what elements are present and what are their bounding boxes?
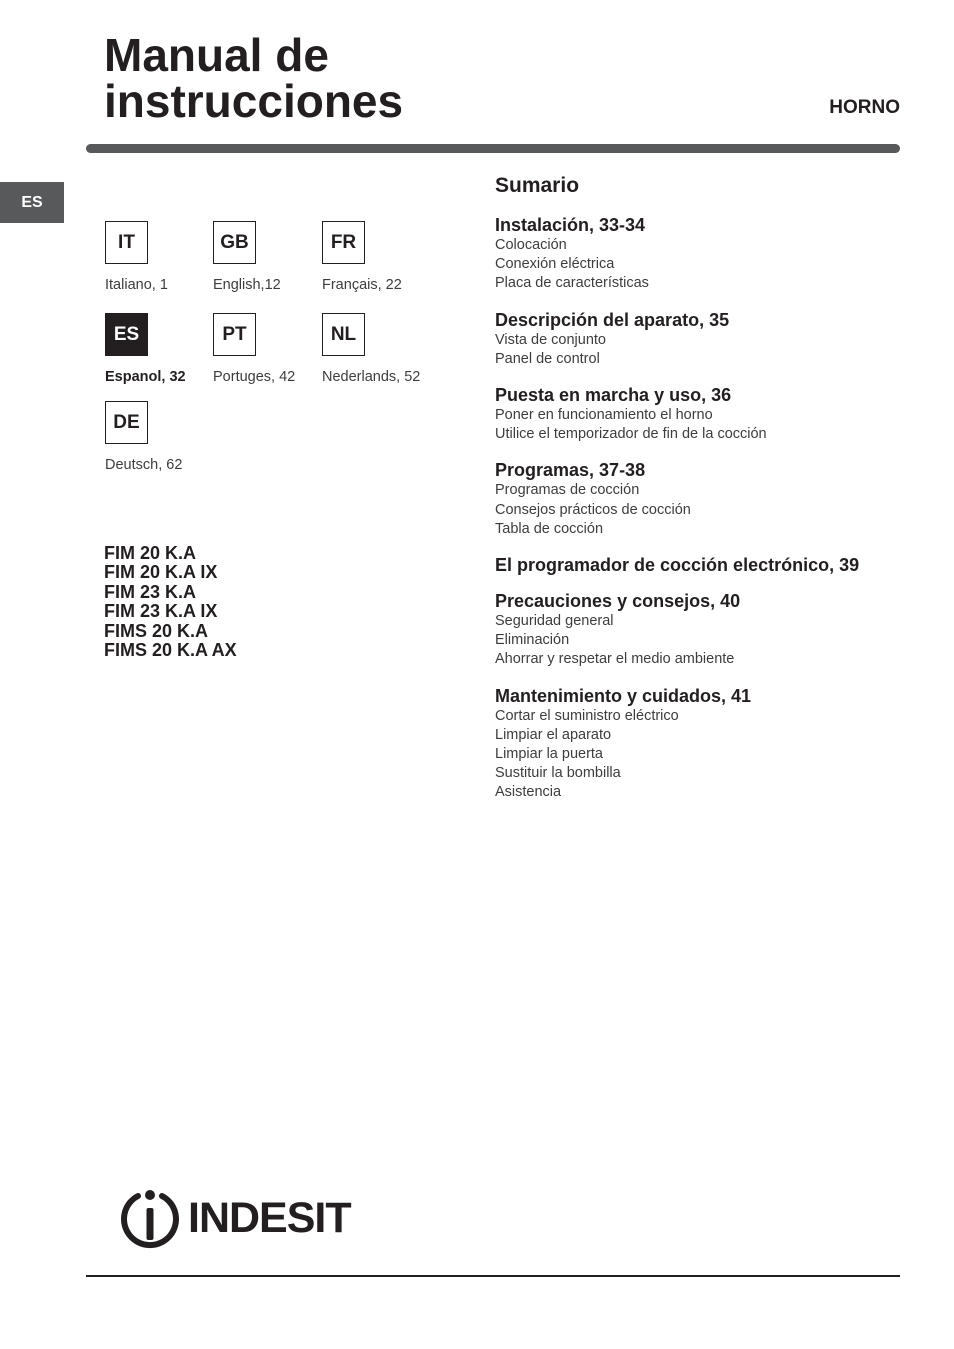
language-code-box: GB <box>213 221 256 264</box>
toc-heading[interactable]: Mantenimiento y cuidados, 41 <box>495 685 752 706</box>
toc-heading[interactable]: El programador de cocción electrónico, 39 <box>495 555 860 576</box>
model-list <box>104 544 237 660</box>
language-code-box: IT <box>105 221 148 264</box>
toc-section <box>495 556 865 575</box>
toc-item[interactable]: Consejos prácticos de cocción <box>495 501 691 518</box>
indesit-logo-icon <box>118 1186 182 1250</box>
toc-item[interactable]: Poner en funcionamiento el horno <box>495 407 713 424</box>
toc-item[interactable]: Vista de conjunto <box>495 331 606 348</box>
language-fr[interactable] <box>322 221 442 293</box>
toc-item[interactable]: Conexión eléctrica <box>495 256 615 273</box>
toc-item[interactable]: Seguridad general <box>495 613 614 630</box>
language-label: Italiano, 1 <box>105 277 168 293</box>
language-nl[interactable] <box>322 313 442 385</box>
brand-logo <box>118 1186 351 1250</box>
logo-wordmark: INDESIT <box>188 1193 351 1242</box>
toc-item[interactable]: Placa de características <box>495 275 649 292</box>
toc-item[interactable]: Eliminación <box>495 632 570 649</box>
page-title <box>104 29 404 127</box>
product-type: HORNO <box>829 97 900 118</box>
toc-item[interactable]: Programas de cocción <box>495 482 640 499</box>
toc-item[interactable]: Asistencia <box>495 784 562 801</box>
language-label: Espanol, 32 <box>105 369 186 385</box>
language-es[interactable] <box>105 313 225 385</box>
toc-item[interactable]: Cortar el suministro eléctrico <box>495 707 679 724</box>
toc-heading[interactable]: Descripción del aparato, 35 <box>495 309 730 330</box>
toc-item[interactable]: Tabla de cocción <box>495 520 604 537</box>
language-code-box: DE <box>105 401 148 444</box>
toc-item[interactable]: Sustituir la bombilla <box>495 765 621 782</box>
toc-item[interactable]: Colocación <box>495 237 567 253</box>
toc-section <box>495 687 895 803</box>
model-name: FIM 23 K.A IX <box>104 601 218 622</box>
toc-item[interactable]: Ahorrar y respetar el medio ambiente <box>495 651 735 668</box>
language-code-box: NL <box>322 313 365 356</box>
language-label: Nederlands, 52 <box>322 369 421 385</box>
language-label: Deutsch, 62 <box>105 457 183 473</box>
toc-heading[interactable]: Puesta en marcha y uso, 36 <box>495 385 732 406</box>
language-code-box: ES <box>105 313 148 356</box>
toc-section <box>495 386 895 444</box>
toc-heading[interactable]: Instalación, 33-34 <box>495 215 646 235</box>
toc-heading[interactable]: Precauciones y consejos, 40 <box>495 591 741 612</box>
language-pt[interactable] <box>213 313 333 385</box>
model-name: FIM 20 K.A IX <box>104 562 218 583</box>
model-name: FIM 20 K.A <box>104 543 197 563</box>
toc-section <box>495 592 895 670</box>
toc-item[interactable]: Panel de control <box>495 350 600 367</box>
toc-section <box>495 216 895 294</box>
language-it[interactable] <box>105 221 225 293</box>
language-de[interactable] <box>105 401 225 473</box>
language-label: English,12 <box>213 277 281 293</box>
model-name: FIMS 20 K.A AX <box>104 640 237 661</box>
language-code-box: FR <box>322 221 365 264</box>
toc-heading[interactable]: Programas, 37-38 <box>495 460 646 481</box>
toc-section <box>495 461 895 539</box>
model-name: FIMS 20 K.A <box>104 620 209 641</box>
toc-title: Sumario <box>495 174 580 197</box>
language-side-tab: ES <box>0 182 64 223</box>
toc-item[interactable]: Limpiar la puerta <box>495 746 603 763</box>
model-name: FIM 23 K.A <box>104 581 197 602</box>
toc-section <box>495 311 895 369</box>
title-line-1: Manual de <box>104 29 329 81</box>
language-code-box: PT <box>213 313 256 356</box>
top-divider <box>86 144 900 153</box>
table-of-contents <box>495 216 895 820</box>
language-gb[interactable] <box>213 221 333 293</box>
title-line-2: instrucciones <box>104 75 404 127</box>
toc-item[interactable]: Utilice el temporizador de fin de la cocción <box>495 426 767 443</box>
language-label: Français, 22 <box>322 277 402 293</box>
language-label: Portuges, 42 <box>213 369 296 385</box>
bottom-divider <box>86 1275 900 1277</box>
toc-item[interactable]: Limpiar el aparato <box>495 726 612 743</box>
